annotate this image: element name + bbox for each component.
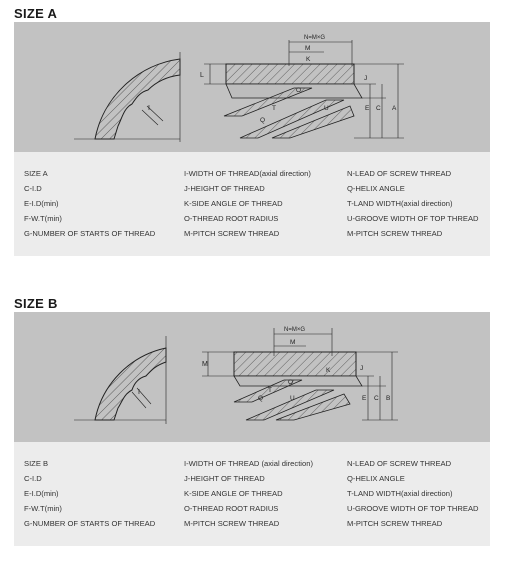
legend-item: SIZE B	[24, 459, 49, 468]
label-o: O	[296, 87, 302, 94]
legend-item: N-LEAD OF SCREW THREAD	[347, 459, 452, 468]
legend-column-1	[24, 456, 155, 531]
legend-panel-size-a	[14, 152, 490, 256]
legend-item: K-SIDE ANGLE OF THREAD	[184, 199, 283, 208]
legend-item: G-NUMBER OF STARTS OF THREAD	[24, 229, 156, 238]
label-c: C	[374, 395, 379, 402]
label-l: L	[200, 72, 204, 79]
legend-item: E-I.D(min)	[24, 199, 59, 208]
thread-profile	[202, 327, 398, 420]
legend-item: J-HEIGHT OF THREAD	[184, 184, 265, 193]
legend-panel-size-b	[14, 442, 490, 546]
thread-diagram-size-b	[14, 312, 490, 442]
legend-column-2	[184, 456, 313, 531]
legend-item: M-PITCH SCREW THREAD	[347, 519, 443, 528]
label-i: I	[138, 389, 140, 396]
legend-item: U-GROOVE WIDTH OF TOP THREAD	[347, 504, 479, 513]
label-t: T	[272, 105, 276, 112]
label-b: B	[386, 395, 391, 402]
legend-item: T-LAND WIDTH(axial direction)	[347, 199, 453, 208]
label-i: I	[148, 105, 150, 112]
label-j: J	[364, 75, 368, 82]
label-l: M	[202, 361, 208, 368]
legend-item: C-I.D	[24, 474, 42, 483]
legend-item: SIZE A	[24, 169, 48, 178]
legend-item: Q-HELIX ANGLE	[347, 474, 405, 483]
legend-column-3	[347, 166, 479, 241]
label-u: U	[290, 395, 295, 402]
thread-profile	[200, 35, 404, 138]
label-e: E	[365, 105, 370, 112]
thread-diagram-size-a	[14, 22, 490, 152]
legend-item: T-LAND WIDTH(axial direction)	[347, 489, 453, 498]
ring-cross-section	[74, 336, 166, 424]
label-m: M	[290, 339, 296, 346]
legend-column-3	[347, 456, 479, 531]
section-title-size-a: SIZE A	[14, 6, 58, 21]
label-k: K	[306, 56, 311, 63]
label-j: J	[360, 365, 364, 372]
label-o: O	[288, 379, 294, 386]
section-title-size-b: SIZE B	[14, 296, 58, 311]
legend-item: O-THREAD ROOT RADIUS	[184, 504, 279, 513]
legend-item: N-LEAD OF SCREW THREAD	[347, 169, 452, 178]
diagram-panel-size-b	[14, 312, 490, 442]
legend-item: O-THREAD ROOT RADIUS	[184, 214, 279, 223]
legend-item: G-NUMBER OF STARTS OF THREAD	[24, 519, 156, 528]
legend-column-2	[184, 166, 311, 241]
legend-item: K-SIDE ANGLE OF THREAD	[184, 489, 283, 498]
legend-item: M-PITCH SCREW THREAD	[347, 229, 443, 238]
legend-item: M-PITCH SCREW THREAD	[184, 519, 280, 528]
legend-item: J-HEIGHT OF THREAD	[184, 474, 265, 483]
legend-item: F-W.T(min)	[24, 214, 62, 223]
formula-label: N=M×G	[284, 327, 306, 333]
legend-item: Q-HELIX ANGLE	[347, 184, 405, 193]
legend-item: C-I.D	[24, 184, 42, 193]
formula-label: N=M×G	[304, 35, 326, 41]
legend-item: E-I.D(min)	[24, 489, 59, 498]
legend-item: I-WIDTH OF THREAD(axial direction)	[184, 169, 311, 178]
legend-item: M-PITCH SCREW THREAD	[184, 229, 280, 238]
label-m: M	[305, 45, 311, 52]
label-a: A	[392, 105, 397, 112]
ring-cross-section	[74, 52, 180, 142]
label-q: Q	[258, 395, 264, 402]
legend-item: I-WIDTH OF THREAD (axial direction)	[184, 459, 313, 468]
legend-item: F-W.T(min)	[24, 504, 62, 513]
label-c: C	[376, 105, 381, 112]
diagram-panel-size-a	[14, 22, 490, 152]
label-t: T	[268, 387, 272, 394]
label-q: Q	[260, 117, 266, 124]
label-u: U	[324, 105, 329, 112]
label-k: K	[326, 367, 331, 374]
legend-column-1	[24, 166, 155, 241]
legend-item: U-GROOVE WIDTH OF TOP THREAD	[347, 214, 479, 223]
label-e: E	[362, 395, 367, 402]
